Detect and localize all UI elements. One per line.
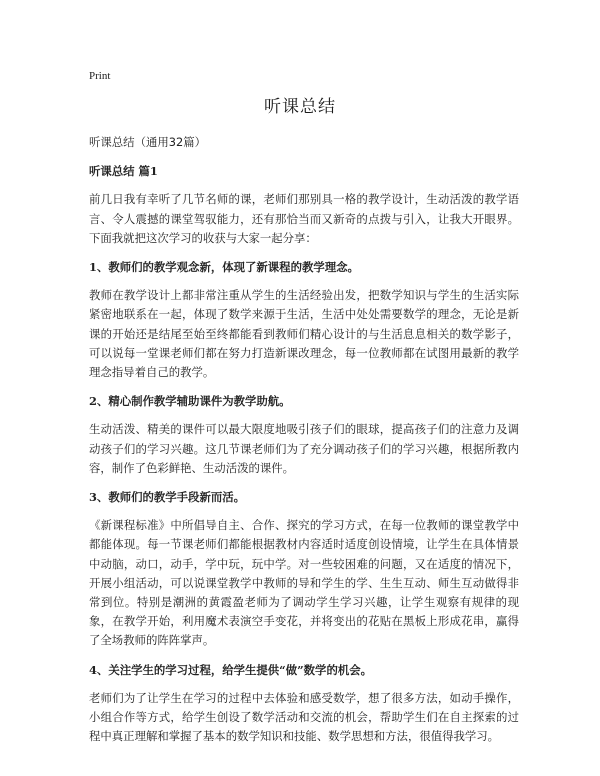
- section-body-3: 《新课程标准》中所倡导自主、合作、探究的学习方式，在每一位教师的课堂教学中都能体现。每一节课老师们都能根据教材内容适时适度创设情境，让学生在具体情景中动脑，动口，动手，学中玩，玩中学。对一些较困难的问题，又在适度的情况下，开展小组活动，可以说课堂教学中教师的导和学生的学、生生互动、师生互动做得非常到位。特别是潮洲的黄霞盈老师为了调动学生学习兴趣，让学生观察有规律的现象，在教学开始，利用魔术表演空手变花，并将变出的花贴在黑板上形成花串，赢得了全场教师的阵阵掌声。: [89, 518, 519, 648]
- section-body-4: 老师们为了让学生在学习的过程中去体验和感受数学，想了很多方法，如动手操作，小组合作等方式，给学生创设了数学活动和交流的机会，帮助学生们在自主探索的过程中真正理解和掌握了基本的数学知识和技能、数学思想和方法，很值得我学习。: [89, 690, 519, 744]
- section-body-1: 教师在教学设计上都非常注重从学生的生活经验出发，把数学知识与学生的生活实际紧密地联系在一起，体现了数学来源于生活，生活中处处需要数学的理念，无论是新课的开始还是结尾至始至终都能看到教师们精心设计的与生活息息相关的数学影子，可以说每一堂课老师们都在努力打造新课改理念，每一位教师都在试图用最新的教学理念指导着自己的教学。: [89, 288, 519, 380]
- section-heading-4: 4、关注学生的学习过程，给学生提供“做”数学的机会。: [89, 662, 373, 677]
- article-heading: 听课总结 篇1: [89, 164, 158, 179]
- section-body-2: 生动活泼、精美的课件可以最大限度地吸引孩子们的眼球，提高孩子们的注意力及调动孩子们的学习兴趣。这几节课老师们为了充分调动孩子们的学习兴趣，根据所教内容，制作了色彩鲜艳、生动活泼的课件。: [89, 422, 519, 475]
- section-heading-1: 1、教师们的教学观念新，体现了新课程的教学理念。: [89, 260, 359, 275]
- section-heading-3: 3、教师们的教学手段新而活。: [89, 490, 246, 505]
- section-heading-2: 2、精心制作教学辅助课件为教学助航。: [89, 394, 291, 409]
- document-subtitle: 听课总结（通用32篇）: [89, 135, 207, 149]
- document-title: 听课总结: [264, 97, 336, 117]
- document-content: [89, 133, 519, 756]
- print-link[interactable]: Print: [89, 70, 111, 82]
- intro-paragraph: 前几日我有幸听了几节名师的课，老师们那别具一格的教学设计，生动活泼的教学语言、令人震撼的课堂驾驭能力，还有那恰当而又新奇的点拨与引入，让我大开眼界。下面我就把这次学习的收获与大家一起分享：: [89, 192, 519, 245]
